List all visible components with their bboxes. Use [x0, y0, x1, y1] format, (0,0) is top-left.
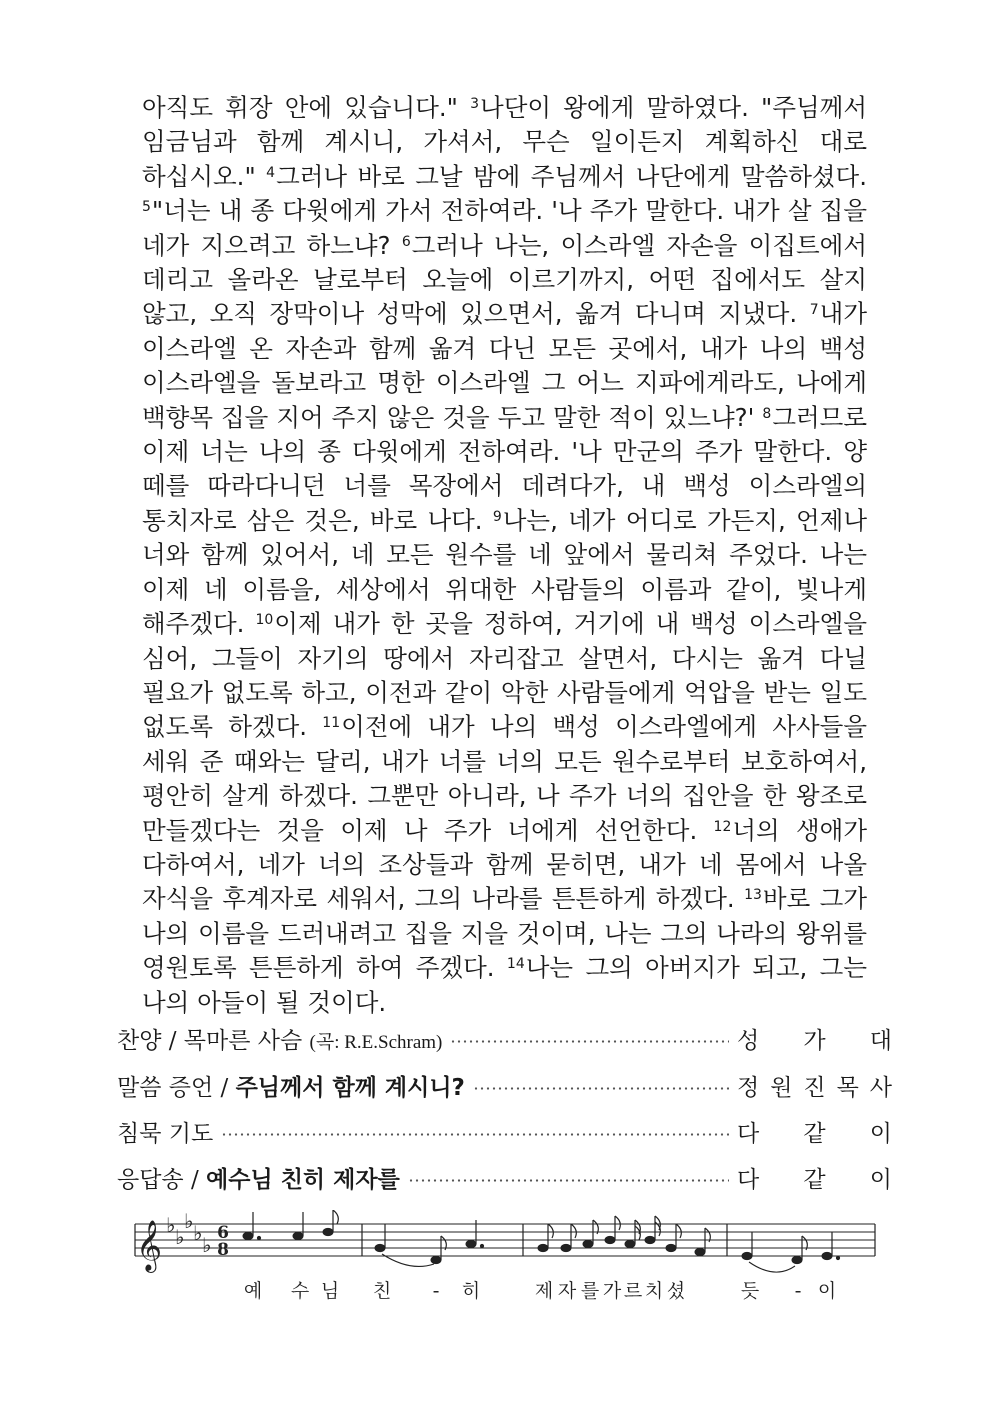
verse-number: 8: [762, 405, 772, 422]
key-signature-flats: [166, 1210, 211, 1257]
verse-text: "너는 내 종 다윗에게 가서 전하여라. '나 주가 말한다. 내가 살 집을 네가 지으려고 하느냐?: [142, 196, 867, 260]
verse-number: 3: [470, 96, 480, 112]
response-song-title: 예수님 친히 제자를: [206, 1166, 400, 1193]
order-item-response-song: [117, 1157, 892, 1197]
verse-text: 아직도 휘장 안에 있습니다.": [142, 93, 471, 122]
svg-text:♭: ♭: [193, 1221, 203, 1245]
staff-lines: [135, 1224, 875, 1256]
order-item-title: 말씀 증언 / 주님께서 함께 계시니?: [117, 1074, 465, 1101]
svg-text:제: 제: [534, 1280, 554, 1302]
dot-leader: [408, 1179, 729, 1182]
verse-number: 14: [506, 956, 525, 973]
verse-text: 나는, 네가 어디로 가든지, 언제나 너와 함께 있어서, 네 모든 원수를 네 앞에서 물리쳐 주었다. 나는 이제 네 이름을, 세상에서 위대한 사람들의 이름과 같이, 빛나게 해주겠다.: [142, 505, 867, 639]
verse-text: 그러므로 이제 너는 나의 종 다윗에게 전하여라. '나 만군의 주가 말한다. 양 떼를 따라다니던 너를 목장에서 데려다가, 내 백성 이스라엘의 통치자로 삼은 것은, 바로 나다.: [142, 402, 867, 535]
svg-text:자: 자: [557, 1280, 577, 1302]
svg-text:치: 치: [644, 1280, 664, 1302]
dot-leader: [473, 1087, 729, 1090]
verse-text: 그러나 바로 그날 밤에 주님께서 나단에게 말씀하셨다.: [276, 161, 867, 191]
order-item-silent-prayer: [117, 1111, 892, 1151]
verse-number: 6: [401, 233, 411, 250]
verse-number: 12: [713, 818, 732, 835]
verse-number: 4: [266, 164, 276, 181]
time-signature: [217, 1223, 229, 1260]
verse-number: 9: [492, 508, 502, 525]
verse-number: 7: [809, 302, 819, 319]
svg-text:셨: 셨: [666, 1280, 686, 1302]
music-score: [130, 1210, 880, 1320]
svg-text:♭: ♭: [184, 1210, 194, 1233]
svg-text:-: -: [432, 1280, 440, 1302]
verse-text: 그러나 나는, 이스라엘 자손을 이집트에서 데리고 올라온 날로부터 오늘에 이르기까지, 어떤 집에서도 살지 않고, 오직 장막이나 성막에 있으면서, 옮겨 다니며 지냈다.: [142, 230, 867, 329]
svg-text:르: 르: [623, 1280, 643, 1302]
verse-number: 10: [255, 612, 274, 629]
svg-text:♭: ♭: [202, 1233, 212, 1257]
treble-clef-icon: 𝄞: [136, 1220, 163, 1271]
verse-text: 너의 생애가 다하여서, 네가 너의 조상들과 함께 묻히면, 내가 네 몸에서 나올 자식을 후계자로 세워서, 그의 나라를 튼튼하게 하겠다.: [142, 815, 867, 914]
notes: [243, 1210, 840, 1272]
verse-text: 나는 그의 아버지가 되고, 그는 나의 아들이 될 것이다.: [142, 953, 867, 1017]
svg-text:친: 친: [372, 1280, 392, 1302]
order-item-title: 침묵 기도: [117, 1120, 214, 1147]
svg-text:수: 수: [290, 1280, 310, 1302]
composer-credit: (곡: R.E.Schram): [309, 1031, 443, 1053]
verse-text: 이전에 내가 나의 백성 이스라엘에게 사사들을 세워 준 때와는 달리, 내가 너를 너의 모든 원수로부터 보호하여서, 평안히 살게 하겠다. 그뿐만 아니라, 나 주가 너의 집안을 한 왕조로 만들겠다는 것을 이제 나 주가 너에게 선언한다.: [142, 712, 867, 845]
svg-text:-: -: [794, 1280, 802, 1302]
svg-text:예: 예: [243, 1280, 263, 1302]
svg-text:6: 6: [217, 1223, 229, 1243]
dot-leader: [221, 1133, 729, 1136]
verse-text: 내가 이스라엘 온 자손과 함께 옮겨 다닌 모든 곳에서, 내가 나의 백성 이스라엘을 돌보라고 명한 이스라엘 그 어느 지파에게라도, 나에게 백향목 집을 지어 주지 않은 것을 두고 말한 적이 있느냐?': [142, 299, 867, 432]
order-item-leader: 정 원 진 목 사: [737, 1074, 892, 1101]
order-item-title: 찬양 / 목마른 사슴 (곡: R.E.Schram): [117, 1027, 443, 1054]
order-item-sermon: [117, 1065, 892, 1105]
verse-text: 바로 그가 나의 이름을 드러내려고 집을 지을 것이며, 나는 그의 나라의 왕위를 영원토록 튼튼하게 하여 주겠다.: [142, 884, 867, 983]
svg-text:님: 님: [320, 1280, 340, 1302]
order-item-leader: 다 같 이: [737, 1120, 892, 1147]
verse-number: 11: [322, 715, 341, 732]
svg-text:♭: ♭: [175, 1225, 185, 1249]
scripture-passage: [142, 91, 867, 1020]
verse-number: 5: [142, 199, 151, 216]
order-item-hymn: [117, 1018, 892, 1058]
svg-text:히: 히: [461, 1280, 481, 1302]
order-item-leader: 성 가 대: [737, 1027, 892, 1054]
lyrics: [244, 1279, 836, 1302]
svg-text:♭: ♭: [166, 1213, 176, 1237]
order-item-leader: 다 같 이: [737, 1166, 892, 1193]
svg-text:8: 8: [217, 1240, 229, 1260]
sermon-title: 주님께서 함께 계시니?: [235, 1074, 465, 1101]
verse-text: 이제 내가 한 곳을 정하여, 거기에 내 백성 이스라엘을 심어, 그들이 자기의 땅에서 자리잡고 살면서, 다시는 옮겨 다닐 필요가 없도록 하고, 이전과 같이 악한 사람들에게 억압을 받는 일도 없도록 하겠다.: [142, 609, 867, 742]
svg-text:이: 이: [817, 1280, 837, 1302]
dot-leader: [450, 1040, 729, 1043]
order-item-title: 응답송 / 예수님 친히 제자를: [117, 1166, 400, 1193]
svg-text:듯: 듯: [740, 1280, 760, 1302]
svg-text:를: 를: [580, 1280, 600, 1302]
verse-text: 나단이 왕에게 말하였다. "주님께서 임금님과 함께 계시니, 가셔서, 무슨 일이든지 계획하신 대로 하십시오.": [142, 93, 867, 191]
svg-text:가: 가: [602, 1280, 622, 1302]
verse-number: 13: [744, 887, 762, 904]
